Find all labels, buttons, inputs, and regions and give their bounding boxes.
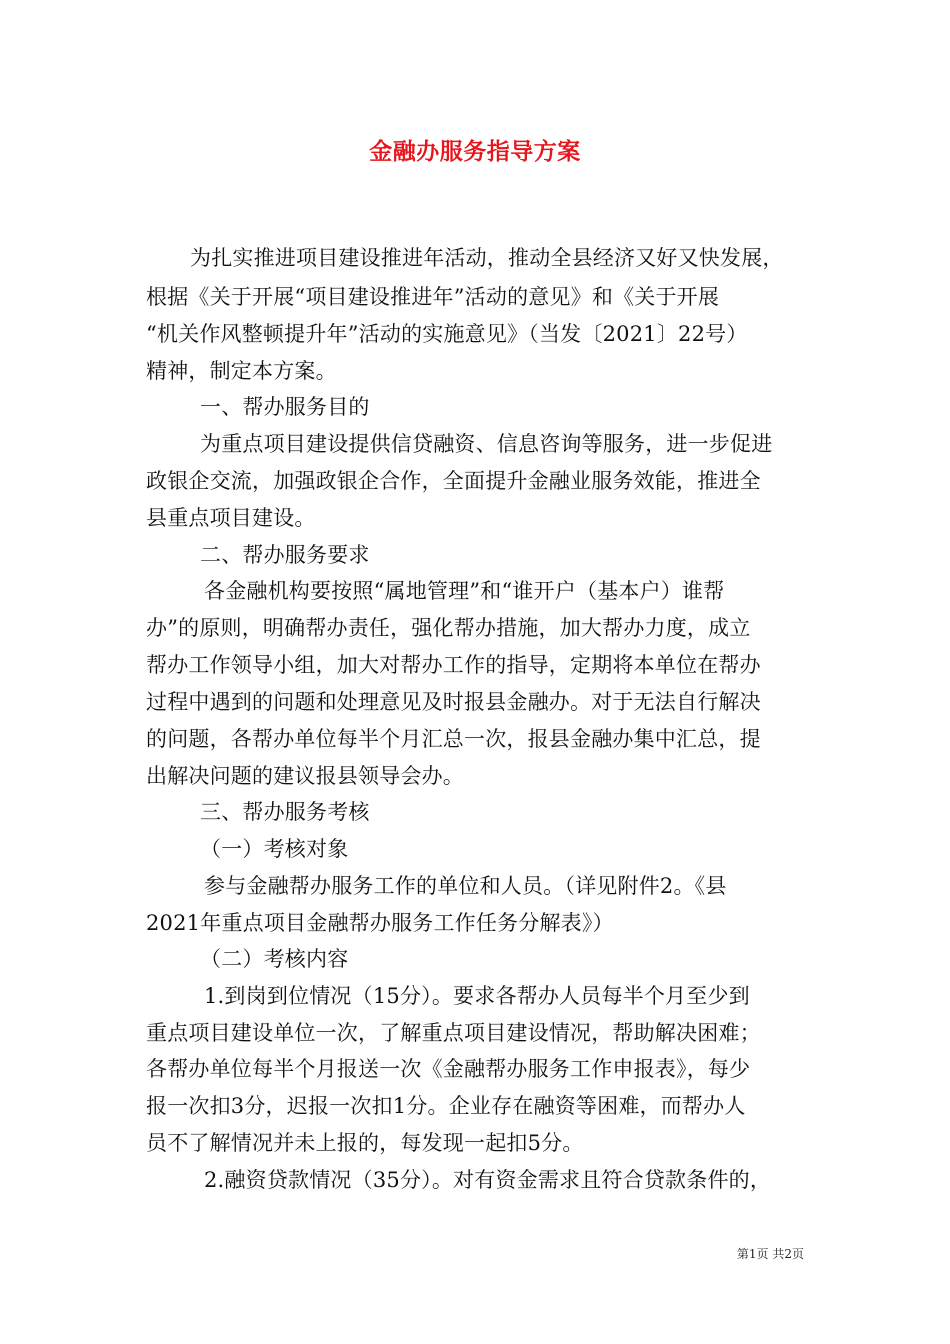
document-title: 金融办服务指导方案: [369, 138, 581, 165]
section-heading: 二、帮办服务要求: [200, 543, 370, 567]
body-line: 重点项目建设单位一次，了解重点项目建设情况，帮助解决困难；: [146, 1021, 761, 1045]
body-line: “机关作风整顿提升年”活动的实施意见》（当发〔2021〕22号）: [146, 322, 748, 346]
body-line: 参与金融帮办服务工作的单位和人员。（详见附件2。《县: [204, 874, 727, 898]
body-line: 政银企交流，加强政银企合作，全面提升金融业服务效能，推进全: [146, 469, 761, 493]
body-line: 的问题，各帮办单位每半个月汇总一次，报县金融办集中汇总，提: [146, 727, 761, 751]
subsection-heading: （二）考核内容: [200, 947, 349, 971]
body-line: 县重点项目建设。: [146, 506, 316, 530]
body-line: 为重点项目建设提供信贷融资、信息咨询等服务，进一步促进: [200, 432, 773, 456]
body-line: 为扎实推进项目建设推进年活动，推动全县经济又好又快发展，: [190, 246, 784, 270]
body-line: 员不了解情况并未上报的，每发现一起扣5分。: [146, 1131, 584, 1155]
body-line: 报一次扣3分，迟报一次扣1分。企业存在融资等困难，而帮办人: [146, 1094, 746, 1118]
body-line: 精神，制定本方案。: [146, 359, 337, 383]
body-line: 根据《关于开展“项目建设推进年”活动的意见》和《关于开展: [146, 285, 720, 309]
body-line: 2.融资贷款情况（35分）。对有资金需求且符合贷款条件的，: [204, 1168, 772, 1192]
page-footer: 第1页 共2页: [736, 1247, 804, 1261]
body-line: 过程中遇到的问题和处理意见及时报县金融办。对于无法自行解决: [146, 690, 761, 714]
body-line: 帮办工作领导小组，加大对帮办工作的指导，定期将本单位在帮办: [146, 653, 761, 677]
section-heading: 一、帮办服务目的: [200, 395, 370, 419]
subsection-heading: （一）考核对象: [200, 837, 349, 861]
section-heading: 三、帮办服务考核: [200, 800, 370, 824]
body-line: 出解决问题的建议报县领导会办。: [146, 764, 464, 788]
body-line: 办”的原则，明确帮办责任，强化帮办措施，加大帮办力度，成立: [146, 616, 751, 640]
body-line: 各帮办单位每半个月报送一次《金融帮办服务工作申报表》，每少: [146, 1057, 751, 1081]
body-line: 1.到岗到位情况（15分）。要求各帮办人员每半个月至少到: [204, 984, 750, 1008]
body-line: 2021年重点项目金融帮办服务工作任务分解表》）: [146, 911, 614, 935]
body-line: 各金融机构要按照“属地管理”和“谁开户（基本户）谁帮: [204, 579, 725, 603]
